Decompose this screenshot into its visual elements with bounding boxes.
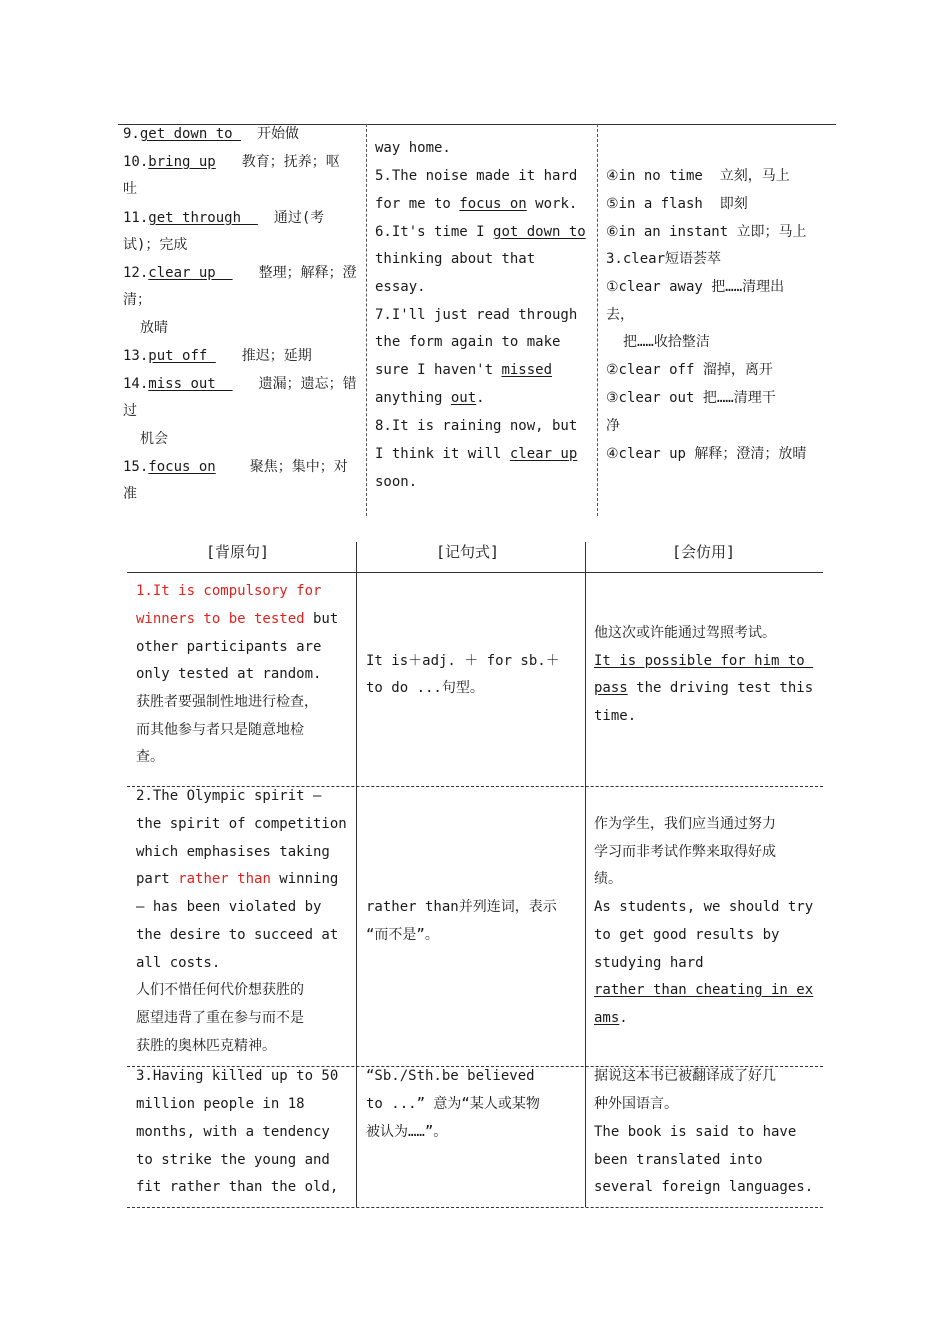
original-sentence-line: only tested at random. — [136, 666, 322, 682]
phrase-item: ④in no time 立刻，马上 — [606, 168, 790, 184]
column-divider-2 — [597, 124, 598, 516]
original-sentence-line: million people in 18 — [136, 1096, 305, 1112]
usage-line: rather than cheating in ex — [594, 982, 814, 998]
original-sentence-line: 获胜者要强制性地进行检查， — [136, 694, 318, 710]
original-sentence-line: 人们不惜任何代价想获胜的 — [136, 982, 304, 998]
sentence-line: 5.The noise made it hard — [375, 168, 578, 184]
header-remember-pattern: [记句式] — [436, 543, 500, 561]
usage-line: several foreign languages. — [594, 1179, 814, 1195]
usage-line: pass the driving test this — [594, 680, 814, 696]
header-underline — [127, 572, 823, 573]
sentence-line: sure I haven't missed — [375, 362, 553, 378]
usage-line: 绩。 — [594, 871, 622, 887]
sentence-line: I think it will clear up — [375, 446, 578, 462]
original-sentence-line: winners to be tested but — [136, 611, 339, 627]
sentence-line: thinking about that — [375, 251, 536, 267]
phrase-item: ⑤in a flash 即刻 — [606, 196, 748, 212]
phrase-item: ⑥in an instant 立即；马上 — [606, 224, 807, 240]
usage-line: 据说这本书已被翻译成了好几 — [594, 1068, 776, 1084]
usage-line: It is possible for him to — [594, 653, 814, 669]
phrase-item: ④clear up 解释；澄清；放晴 — [606, 446, 807, 462]
original-sentence-line: 获胜的奥林匹克精神。 — [136, 1038, 276, 1054]
usage-line: As students, we should try — [594, 899, 814, 915]
phrase-item-continued: 吐 — [123, 181, 137, 197]
phrase-item: ③clear out 把……清理干 — [606, 390, 776, 406]
sentence-line: 7.I'll just read through — [375, 307, 578, 323]
original-sentence-line: fit rather than the old, — [136, 1179, 339, 1195]
original-sentence-line: 查。 — [136, 749, 164, 765]
pattern-line: to do ...句型。 — [366, 680, 484, 696]
usage-line: time. — [594, 708, 637, 724]
phrase-item: 12.clear up 整理；解释；澄 — [123, 265, 357, 281]
original-sentence-line: part rather than winning — [136, 871, 339, 887]
column-divider-1 — [366, 124, 367, 516]
table-column-line-1 — [356, 542, 357, 1207]
usage-line: to get good results by — [594, 927, 780, 943]
usage-line: The book is said to have — [594, 1124, 797, 1140]
phrase-item: 11.get through 通过(考 — [123, 210, 325, 226]
original-sentence-line: months, with a tendency — [136, 1124, 330, 1140]
original-sentence-line: all costs. — [136, 955, 221, 971]
phrase-group-heading: 3.clear短语荟萃 — [606, 251, 722, 267]
phrase-item: 14.miss out 遗漏；遗忘；错 — [123, 376, 357, 392]
header-imitate-usage: [会仿用] — [672, 543, 736, 561]
sentence-line: way home. — [375, 140, 451, 156]
original-sentence-line: 3.Having killed up to 50 — [136, 1068, 339, 1084]
original-sentence-line: 愿望违背了重在参与而不是 — [136, 1010, 304, 1026]
original-sentence-line: — has been violated by — [136, 899, 322, 915]
usage-line: ams. — [594, 1010, 628, 1026]
table-bottom-rule — [127, 1207, 823, 1208]
usage-line: studying hard — [594, 955, 704, 971]
phrase-item: 13.put off 推迟；延期 — [123, 348, 312, 364]
sentence-line: the form again to make — [375, 334, 561, 350]
original-sentence-line: the spirit of competition — [136, 816, 347, 832]
phrase-item-continued: 去， — [606, 307, 634, 323]
usage-line: been translated into — [594, 1152, 763, 1168]
phrase-item: ②clear off 溜掉，离开 — [606, 362, 773, 378]
phrase-item-continued: 放晴 — [140, 320, 168, 336]
table-column-line-2 — [585, 542, 586, 1207]
phrase-item: 10.bring up 教育；抚养；呕 — [123, 154, 340, 170]
phrase-item: 15.focus on 聚焦；集中；对 — [123, 459, 348, 475]
pattern-line: “而不是”。 — [366, 927, 439, 943]
sentence-line: 8.It is raining now, but — [375, 418, 578, 434]
original-sentence-line: which emphasises taking — [136, 844, 330, 860]
usage-line: 学习而非考试作弊来取得好成 — [594, 844, 776, 860]
phrase-item: ①clear away 把……清理出 — [606, 279, 785, 295]
usage-line: 种外国语言。 — [594, 1096, 678, 1112]
original-sentence-line: to strike the young and — [136, 1152, 330, 1168]
sentence-line: for me to focus on work. — [375, 196, 578, 212]
sentence-line: essay. — [375, 279, 426, 295]
phrase-item-continued: 机会 — [140, 431, 168, 447]
pattern-line: rather than并列连词，表示 — [366, 899, 557, 915]
sentence-line: 6.It's time I got down to — [375, 224, 586, 240]
usage-line: 作为学生，我们应当通过努力 — [594, 816, 776, 832]
pattern-line: to ...” 意为“某人或某物 — [366, 1096, 540, 1112]
phrase-item-continued: 试)；完成 — [123, 237, 188, 253]
sentence-line: anything out. — [375, 390, 485, 406]
phrase-item: 9.get down to 开始做 — [123, 126, 300, 142]
pattern-line: 被认为……”。 — [366, 1124, 448, 1140]
phrase-item-continued: 过 — [123, 403, 137, 419]
usage-line: 他这次或许能通过驾照考试。 — [594, 625, 776, 641]
pattern-line: “Sb./Sth.be believed — [366, 1068, 535, 1084]
phrase-item-continued: 清； — [123, 292, 151, 308]
header-recite-original: [背原句] — [206, 543, 270, 561]
pattern-line: It is＋adj. ＋ for sb.＋ — [366, 653, 560, 669]
original-sentence-line: the desire to succeed at — [136, 927, 339, 943]
phrase-item-continued: 净 — [606, 418, 620, 434]
original-sentence-line: 2.The Olympic spirit — — [136, 788, 322, 804]
original-sentence-line: other participants are — [136, 639, 322, 655]
phrase-item-continued: 准 — [123, 486, 137, 502]
original-sentence-line: 而其他参与者只是随意地检 — [136, 722, 304, 738]
original-sentence-line: 1.It is compulsory for — [136, 583, 322, 599]
sentence-line: soon. — [375, 474, 418, 490]
phrase-item-continued: 把……收拾整洁 — [623, 334, 710, 350]
